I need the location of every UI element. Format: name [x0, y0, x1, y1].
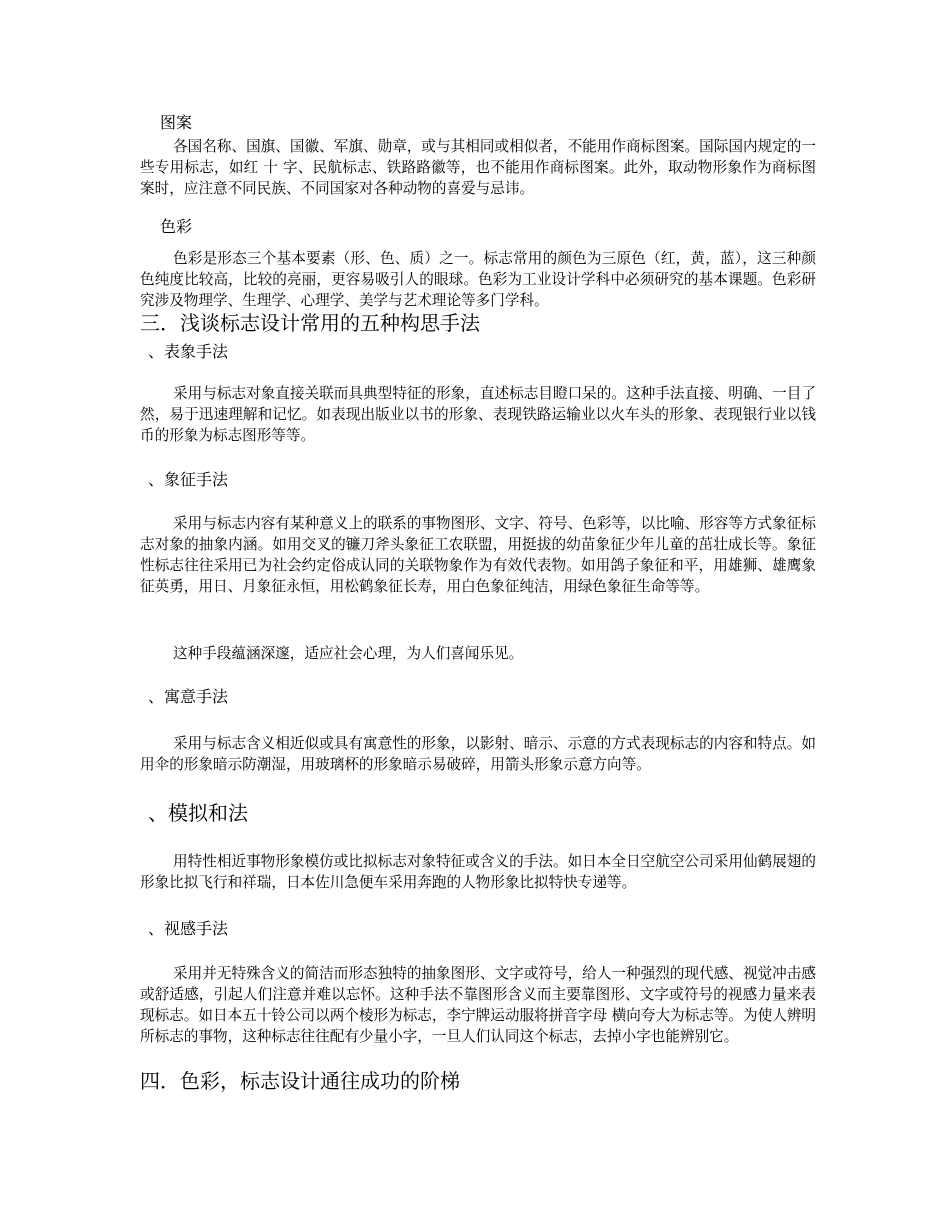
heading-secai: 色彩 — [160, 217, 193, 236]
heading-yuyi: 、寓意手法 — [148, 687, 229, 706]
heading-moni: 、模拟和法 — [148, 801, 248, 825]
paragraph-xiangzheng: 采用与标志内容有某种意义上的联系的事物图形、文字、符号、色彩等，以比喻、形容等方式象征标志对象的抽象内涵。如用交叉的镰刀斧头象征工农联盟，用挺拔的幼苗象征少年儿童的茁壮成长等。象征性标志往往采用已为社会约定俗成认同的关联物象作为有效代表物。如用鸽子象征和平，用雄狮、雄鹰象征英勇，用日、月象征永恒，用松鹤象征长寿，用白色象征纯洁，用绿色象征生命等等。 — [140, 515, 816, 595]
chapter-4-title: 四．色彩，标志设计通往成功的阶梯 — [140, 1069, 460, 1093]
heading-biaoxiang: 、表象手法 — [148, 342, 229, 361]
paragraph-moni: 用特性相近事物形象模仿或比拟标志对象特征或含义的手法。如日本全日空航空公司采用仙鹤展翅的形象比拟飞行和祥瑞，日本佐川急便车采用奔跑的人物形象比拟特快专递等。 — [140, 853, 816, 891]
paragraph-biaoxiang: 采用与标志对象直接关联而具典型特征的形象，直述标志目瞪口呆的。这种手法直接、明确、一目了然，易于迅速理解和记忆。如表现出版业以书的形象、表现铁路运输业以火车头的形象、表现银行业以钱币的形象为标志图形等等。 — [140, 385, 816, 444]
paragraph-tuan: 各国名称、国旗、国徽、军旗、勋章，或与其相同或相似者，不能用作商标图案。国际国内规定的一些专用标志，如红 十 字、民航标志、铁路路徽等，也不能用作商标图案。此外，取动物形象作为商标图案时，应注意不同民族、不同国家对各种动物的喜爱与忌讳。 — [140, 138, 816, 197]
paragraph-secai: 色彩是形态三个基本要素（形、色、质）之一。标志常用的颜色为三原色（红，黄，蓝），这三种颜色纯度比较高，比较的亮丽，更容易吸引人的眼球。色彩为工业设计学科中必须研究的基本课题。色彩研究涉及物理学、生理学、心理学、美学与艺术理论等多门学科。 — [140, 250, 816, 309]
chapter-3-title: 三．浅谈标志设计常用的五种构思手法 — [140, 311, 480, 335]
paragraph-shigan: 采用并无特殊含义的简洁而形态独特的抽象图形、文字或符号，给人一种强烈的现代感、视觉冲击感或舒适感，引起人们注意并难以忘怀。这种手法不靠图形含义而主要靠图形、文字或符号的视感力量来表现标志。如日本五十铃公司以两个棱形为标志，李宁牌运动服将拼音字母 横向夸大为标志等。为使人辨明所标志的事物，这种标志往往配有少量小字，一旦人们认同这个标志，去掉小字也能辨别它。 — [140, 965, 816, 1045]
heading-tuan: 图案 — [160, 113, 193, 132]
paragraph-yuyi: 采用与标志含义相近似或具有寓意性的形象，以影射、暗示、示意的方式表现标志的内容和特点。如用伞的形象暗示防潮湿，用玻璃杯的形象暗示易破碎，用箭头形象示意方向等。 — [140, 735, 816, 773]
paragraph-xiangzheng-2: 这种手段蕴涵深邃，适应社会心理，为人们喜闻乐见。 — [173, 645, 524, 662]
heading-shigan: 、视感手法 — [148, 919, 229, 938]
heading-xiangzheng: 、象征手法 — [148, 470, 229, 489]
